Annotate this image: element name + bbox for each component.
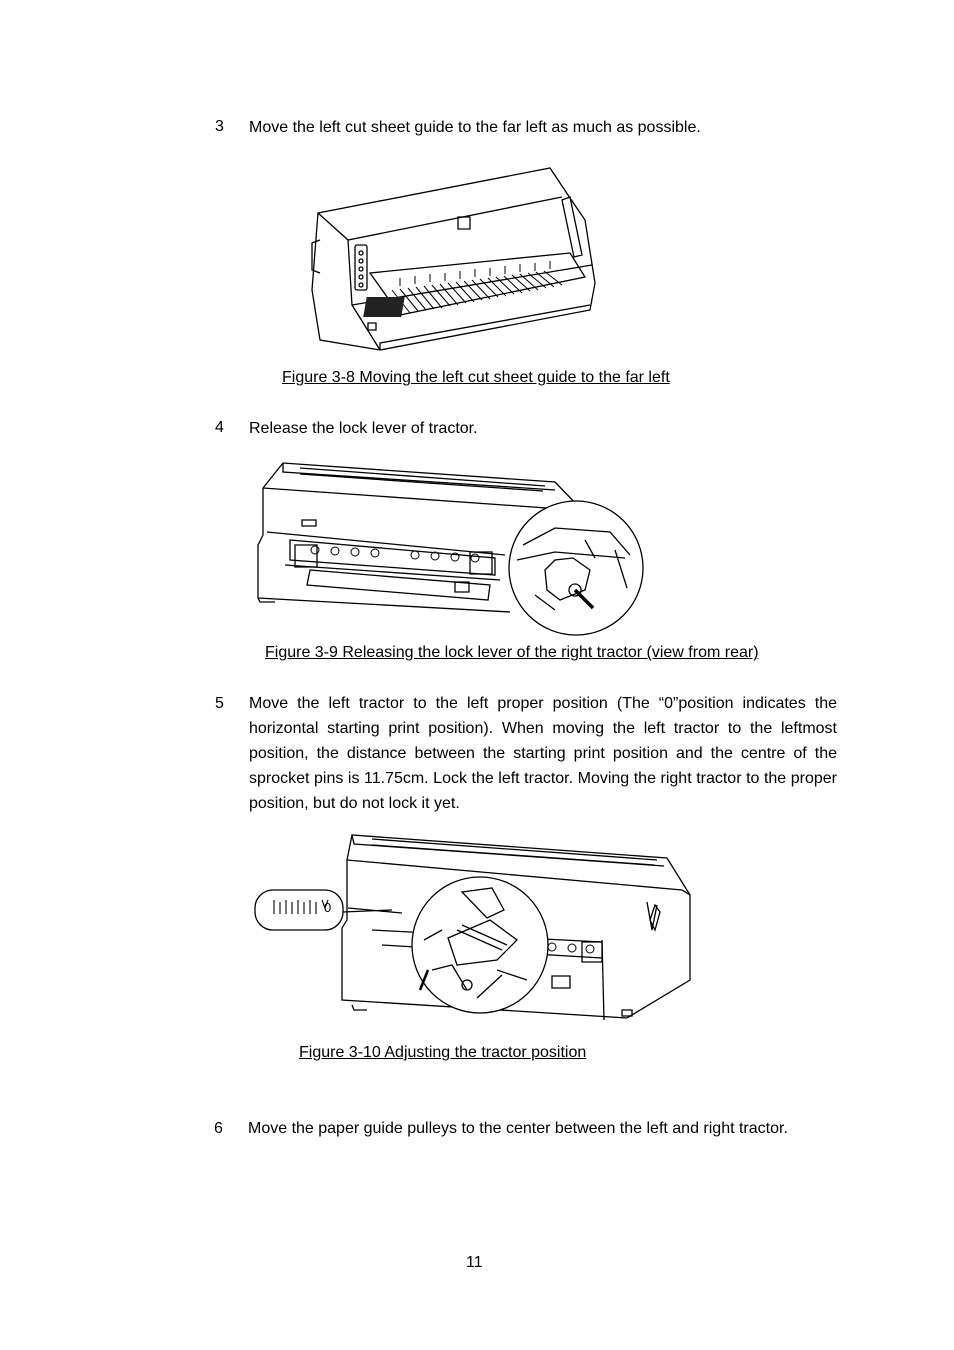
- figure-3-10-printer-illustration: [252, 830, 694, 1025]
- step-6-number: 6: [214, 1120, 223, 1137]
- figure-3-10-caption: Figure 3-10 Adjusting the tractor position: [299, 1044, 587, 1061]
- step-5-text: Move the left tractor to the left proper position (The “0”position indicates the horizontal starting print position). When moving the left tractor to the leftmost position, the distance between the starting print position and the centre of the sprocket pins is 11.75cm. Lock the left tractor. Moving the right tractor to the proper position, but do not lock it yet.: [249, 695, 837, 812]
- figure-3-9-printer-illustration: [255, 460, 647, 632]
- page-number: 11: [466, 1254, 483, 1271]
- figure-3-8-printer-illustration: [300, 165, 605, 357]
- step-3-number: 3: [215, 118, 224, 135]
- figure-3-8-caption: Figure 3-8 Moving the left cut sheet guide to the far left: [282, 369, 670, 386]
- step-3-text: Move the left cut sheet guide to the far left as much as possible.: [249, 119, 701, 136]
- step-6-text: Move the paper guide pulleys to the center between the left and right tractor.: [248, 1120, 788, 1137]
- step-4-number: 4: [215, 419, 224, 436]
- scale-zero-marker: 0: [324, 900, 332, 915]
- step-5-number: 5: [215, 695, 224, 712]
- step-4-text: Release the lock lever of tractor.: [249, 420, 478, 437]
- figure-3-9-caption: Figure 3-9 Releasing the lock lever of the right tractor (view from rear): [265, 644, 759, 661]
